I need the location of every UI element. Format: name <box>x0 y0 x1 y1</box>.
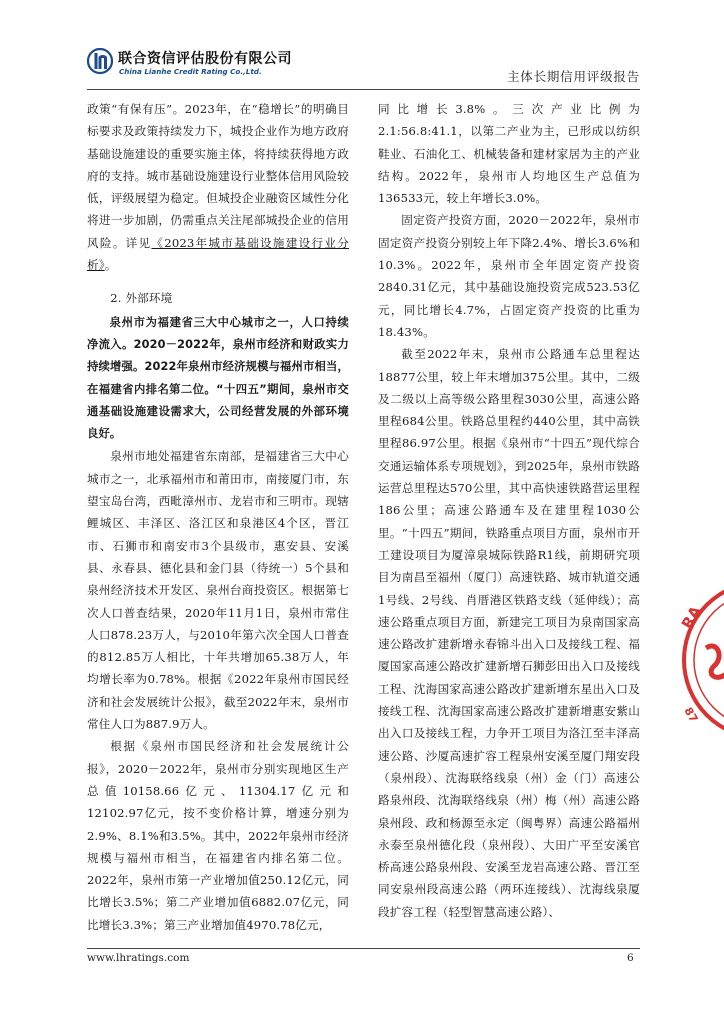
header-divider <box>87 89 640 90</box>
page-number: 6 <box>627 952 634 964</box>
paragraph-transport: 截至2022年末，泉州市公路通车总里程达18877公里，较上年末增加375公里。其中，二级及二级以上高等级公路里程3030公里，高速公路里程684公里。铁路总里程约440公里，其中高铁里程86.97公里。根据《泉州市“十四五”现代综合交通运输体系专项规划》，到2025年，泉州市铁路运营总里程达570公里，其中高快速铁路营运里程186公里；高速公路通车及在建里程1030公里。“十四五”期间，铁路重点项目方面，泉州市开工建设项目为厦漳泉城际铁路R1线，前期研究项目为南昌至福州（厦门）高速铁路、城市轨道交通1号线、2号线、肖厝港区铁路支线（延伸线）；高速公路重点项目方面，新建完工项目为泉南国家高速公路改扩建新增永春锦斗出入口及接线工程、福厦国家高速公路改扩建新增石狮彭田出入口及接线工程、沈海国家高速公路改扩建新增东星出入口及接线工程、沈海国家高速公路改扩建新增惠安紫山出入口及接线工程，力争开工项目为洛江至丰泽高速公路、沙厦高速扩容工程泉州安溪至厦门翔安段（泉州段）、沈海联络线泉（州）金（门）高速公路泉州段、沈海联络线泉（州）梅（州）高速公路泉州段、政和杨源至永定（闽粤界）高速公路福州永泰至泉州德化段（泉州段）、大田广平至安溪官桥高速公路泉州段、安溪至龙岩高速公路、晋江至同安泉州段高速公路（两环连接线）、沈海线泉厦段扩容工程（轻型智慧高速公路）、 <box>378 347 640 919</box>
paragraph-geography: 泉州市地处福建省东南部，是福建省三大中心城市之一，北承福州市和莆田市，南接厦门市，东望宝岛台湾，西毗漳州市、龙岩市和三明市。现辖鲤城区、丰泽区、洛江区和泉港区4个区，晋江市、石狮市和南安市3个县级市，惠安县、安溪县、永春县、德化县和金门县（待统一）5个县和泉州经济技术开发区、泉州台商投资区。根据第七次人口普查结果，2020年11月1日，泉州市常住人口878.23万人，与2010年第六次全国人口普查的812.85万人相比，十年共增加65.38万人，年均增长率为0.78%。根据《2022年泉州市国民经济和社会发展统计公报》，截至2022年末，泉州市常住人口为887.9万人。 <box>87 449 349 732</box>
page-header <box>87 40 640 96</box>
seal-chars: RA <box>677 602 706 632</box>
policy-text-end: 。 <box>104 258 117 273</box>
section-summary: 泉州市为福建省三大中心城市之一，人口持续净流入。2020－2022年，泉州市经济和财政实力持续增强。2022年泉州市经济规模与福州市相当，在福建省内排名第二位。“十四五”期间，泉州市交通基础设施建设需求大，公司经营发展的外部环境良好。 <box>87 315 349 441</box>
website-link[interactable]: www.lhratings.com <box>87 952 190 964</box>
footer-divider <box>87 948 640 949</box>
section-heading: 2. 外部环境 <box>110 291 173 306</box>
industry-analysis-link[interactable]: 《2023年城市基础设施建设行业分析》 <box>87 235 349 273</box>
paragraph-gdp: 根据《泉州市国民经济和社会发展统计公报》，2020－2022年，泉州市分别实现地区生产总值10158.66亿元、11304.17亿元和12102.97亿元，按不变价格计算，增速分别为2.9%、8.1%和3.5%。其中，2022年泉州市经济规模与福州市相当，在福建省内排名第二位。2022年，泉州市第一产业增加值250.12亿元，同比增长3.5%；第二产业增加值6882.07亿元，同比增长3.3%；第三产业增加值4970.78亿元， <box>87 739 349 932</box>
seal-digits: 87 <box>681 705 701 725</box>
paragraph-industry: 同比增长3.8%。三次产业比例为2.1:56.8:41.1，以第二产业为主，已形成以纺织鞋业、石油化工、机械装备和建材家居为主的产业结构。2022年，泉州市人均地区生产总值为136533元，较上年增长3.0%。 <box>378 102 640 206</box>
company-name-en: China Lianhe Credit Rating Co.,Ltd. <box>119 67 262 76</box>
lianhe-logo-icon <box>87 48 113 74</box>
policy-text: 政策“有保有压”。2023年，在“稳增长”的明确目标要求及政策持续发力下，城投企业作为地方政府基础设施建设的重要实施主体，将持续获得地方政府的支持。城市基础设施建设行业整体信用风险较低，评级展望为稳定。但城投企业融资区域性分化将进一步加剧，仍需重点关注尾部城投企业的信用风险。详见 <box>87 102 349 250</box>
paragraph-investment: 固定资产投资方面，2020－2022年，泉州市固定资产投资分别较上年下降2.4%、增长3.6%和10.3%。2022年，泉州市全年固定资产投资2840.31亿元，其中基础设施投资完成523.53亿元，同比增长4.7%，占固定资产投资的比重为18.43%。 <box>378 213 640 339</box>
left-column <box>87 98 349 936</box>
company-seal-icon <box>676 570 724 750</box>
right-column <box>378 98 640 923</box>
report-title: 主体长期信用评级报告 <box>506 69 640 84</box>
company-name-cn: 联合资信评估股份有限公司 <box>118 51 292 67</box>
paragraph-policy <box>87 98 349 276</box>
